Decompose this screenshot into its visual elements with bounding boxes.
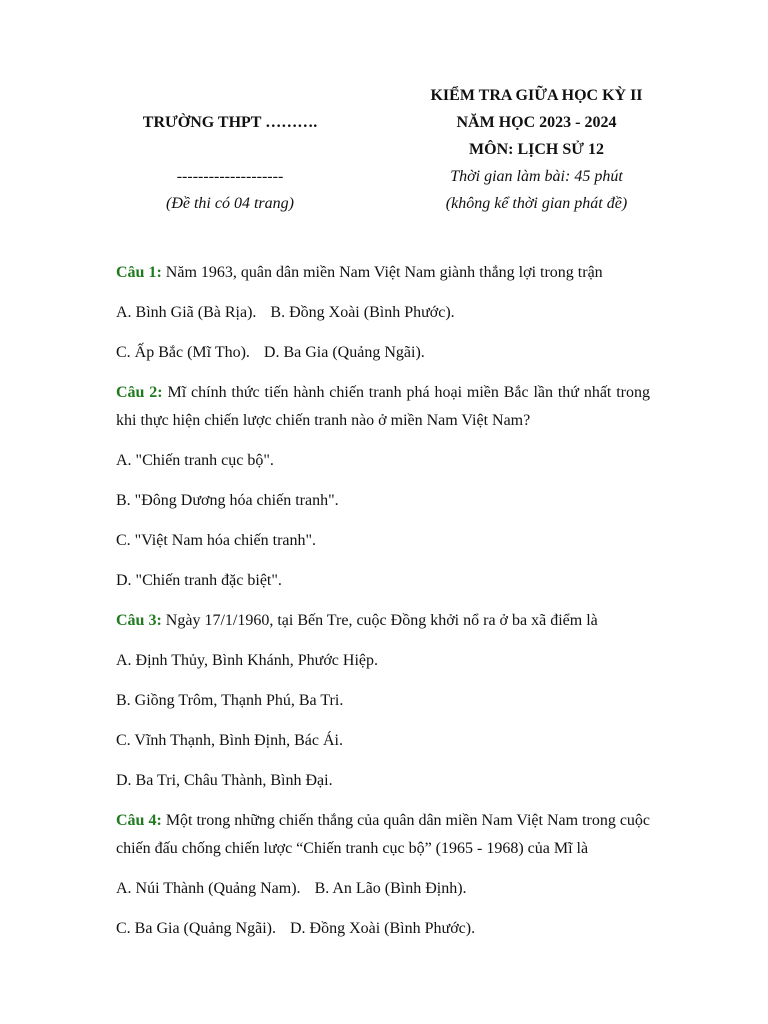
option-a[interactable]: A. Định Thủy, Bình Khánh, Phước Hiệp. [116,652,379,669]
exam-title: KIỂM TRA GIỮA HỌC KỲ II [430,87,643,104]
option-c[interactable]: C. Vĩnh Thạnh, Bình Định, Bác Ái. [116,732,343,749]
question-1 [116,259,650,367]
option-c[interactable]: C. "Việt Nam hóa chiến tranh". [116,532,317,549]
duration: Thời gian làm bài: 45 phút [450,168,623,185]
option-d[interactable]: D. Ba Tri, Châu Thành, Bình Đại. [116,772,333,789]
question-list [116,259,650,955]
school-name: TRƯỜNG THPT ………. [142,114,318,131]
header-spacer [112,136,348,163]
question-stem [116,807,650,863]
school-year: NĂM HỌC 2023 - 2024 [456,114,617,131]
option-b[interactable]: B. An Lão (Bình Định). [314,880,467,897]
question-stem [116,259,650,287]
option-d[interactable]: D. "Chiến tranh đặc biệt". [116,572,282,589]
exam-header [0,82,768,222]
question-label: Câu 4: [116,812,162,829]
question-4 [116,807,650,943]
question-label: Câu 3: [116,612,162,629]
option-a[interactable]: A. "Chiến tranh cục bộ". [116,452,274,469]
question-text: Năm 1963, quân dân miền Nam Việt Nam giành thắng lợi trong trận [165,264,603,281]
question-2 [116,379,650,595]
header-right [405,82,668,217]
option-a[interactable]: A. Bình Giã (Bà Rịa). [116,304,257,321]
option-b[interactable]: B. Đồng Xoài (Bình Phước). [270,304,455,321]
option-b[interactable]: B. "Đông Dương hóa chiến tranh". [116,492,339,509]
question-text: Ngày 17/1/1960, tại Bến Tre, cuộc Đồng khởi nổ ra ở ba xã điểm là [165,612,598,629]
option-a[interactable]: A. Núi Thành (Quảng Nam). [116,880,301,897]
question-label: Câu 2: [116,384,163,401]
question-text: Mĩ chính thức tiến hành chiến tranh phá hoại miền Bắc lần thứ nhất trong khi thực hiện chiến lược chiến tranh nào ở miền Nam Việt Nam? [116,384,651,429]
question-3 [116,607,650,795]
option-d[interactable]: D. Ba Gia (Quảng Ngãi). [263,344,425,361]
duration-note: (không kể thời gian phát đề) [445,195,628,212]
option-row [116,875,650,903]
option-row [116,299,650,327]
header-left [112,82,348,217]
pages-note: (Đề thi có 04 trang) [166,195,294,212]
option-row [116,915,650,943]
header-spacer [112,82,348,109]
option-c[interactable]: C. Ba Gia (Quảng Ngãi). [116,920,276,937]
question-text: Một trong những chiến thắng của quân dân miền Nam Việt Nam trong cuộc chiến đấu chống chiến lược “Chiến tranh cục bộ” (1965 - 1968) của Mĩ là [116,812,651,857]
question-label: Câu 1: [116,264,162,281]
option-b[interactable]: B. Giồng Trôm, Thạnh Phú, Ba Tri. [116,692,344,709]
option-d[interactable]: D. Đồng Xoài (Bình Phước). [289,920,476,937]
subject: MÔN: LỊCH SỬ 12 [469,141,604,158]
question-stem [116,607,650,635]
question-stem [116,379,650,435]
header-divider: -------------------- [176,168,284,185]
option-row [116,339,650,367]
option-c[interactable]: C. Ấp Bắc (Mĩ Tho). [116,344,250,361]
